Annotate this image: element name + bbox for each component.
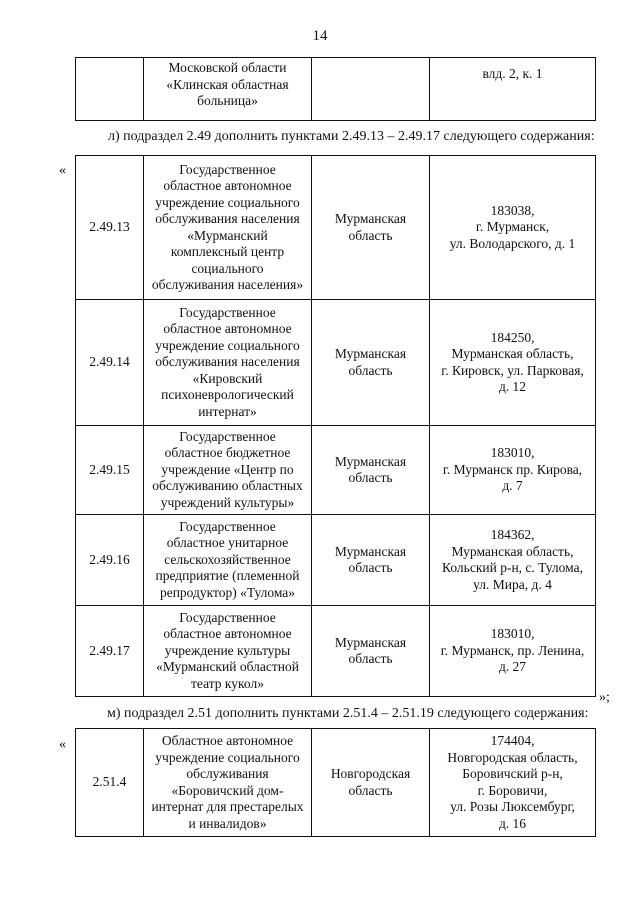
address-line: ул. Розы Люксембург, [450, 799, 575, 814]
paragraph-m: м) подраздел 2.51 дополнить пунктами 2.51.4 – 2.51.19 следующего содержания: [107, 706, 589, 721]
name-line: предприятие (племенной [155, 568, 300, 584]
name-line: обслуживания населения» [151, 277, 304, 292]
region-cell [312, 606, 430, 697]
address-line: г. Мурманск, пр. Ленина, [440, 642, 585, 658]
name-line: и инвалидов» [188, 815, 267, 831]
address-line: 174404, [490, 733, 535, 748]
name-line: больница» [197, 93, 258, 108]
name-line: «Кировский [192, 370, 263, 386]
address-line: ул. Володарского, д. 1 [449, 235, 576, 251]
address-line: г. Боровичи, [477, 782, 548, 798]
number-cell: 2.49.17 [76, 606, 144, 697]
name-line: Государственное [179, 518, 276, 534]
address-line: д. 27 [498, 659, 527, 675]
name-line: «Клинская областная [166, 76, 289, 92]
name-line: репродуктор) «Тулома» [159, 584, 296, 600]
name-line: областное унитарное [166, 535, 289, 551]
region-line: Новгородская [330, 766, 411, 781]
name-line: обслуживания [186, 766, 269, 781]
region-cell [312, 156, 430, 300]
name-line: обслуживания населения [155, 211, 300, 226]
address-cell [430, 515, 596, 606]
address-cell [430, 300, 596, 426]
name-line: Областное автономное [161, 733, 294, 748]
number-cell: 2.49.13 [76, 156, 144, 300]
name-line: Государственное [179, 428, 276, 444]
address-line: Мурманская область, [451, 346, 574, 361]
address-line: д. 12 [498, 379, 527, 394]
table-row [76, 300, 596, 426]
name-line: Государственное [179, 161, 276, 177]
name-line: учреждение социального [155, 749, 300, 765]
name-cell [144, 729, 312, 837]
region-line: область [348, 362, 393, 378]
name-cell [144, 426, 312, 515]
address-line: г. Мурманск пр. Кирова, [442, 461, 583, 477]
address-cell [430, 58, 596, 121]
region-line: Мурманская [334, 634, 407, 650]
table-row [76, 58, 596, 121]
address-line: д. 16 [498, 815, 527, 831]
region-line: Мурманская [334, 453, 407, 469]
address-line: ул. Мира, д. 4 [473, 576, 552, 592]
address-line: 183010, [490, 445, 535, 461]
region-line: Мурманская [334, 346, 407, 361]
address-line: г. Кировск, ул. Парковая, [441, 362, 584, 378]
address-line: 184250, [490, 329, 535, 345]
name-line: Государственное [179, 304, 276, 320]
name-line: «Боровичский дом- [171, 782, 284, 798]
table-row [76, 156, 596, 300]
name-line: социального [191, 260, 264, 276]
name-cell [144, 300, 312, 426]
number-cell: 2.51.4 [76, 729, 144, 837]
number-cell: 2.49.16 [76, 515, 144, 606]
name-line: «Мурманский [187, 227, 268, 243]
address-line: Кольский р-н, с. Тулома, [442, 560, 583, 575]
name-line: интернат» [198, 403, 257, 419]
number-cell [76, 58, 144, 121]
region-cell [312, 515, 430, 606]
address-line: Мурманская область, [451, 543, 574, 559]
address-line: д. 7 [502, 478, 523, 494]
address-cell [430, 606, 596, 697]
region-cell [312, 729, 430, 837]
name-cell [144, 58, 312, 121]
name-line: сельскохозяйственное [164, 551, 291, 567]
region-line: область [348, 227, 393, 243]
name-cell [144, 515, 312, 606]
table-row [76, 515, 596, 606]
address-line: влд. 2, к. 1 [482, 66, 543, 81]
paragraph-l: л) подраздел 2.49 дополнить пунктами 2.49.13 – 2.49.17 следующего содержания: [108, 129, 595, 144]
address-line: Новгородская область, [447, 749, 578, 765]
name-line: учреждений культуры» [160, 494, 295, 510]
address-cell [430, 426, 596, 515]
address-line: 183010, [490, 626, 535, 642]
name-line: театр кукол» [191, 675, 264, 691]
section-2-51-table [75, 728, 596, 837]
region-line: область [348, 651, 393, 666]
table-row [76, 426, 596, 515]
open-quote: « [59, 163, 66, 178]
name-line: Московской области [168, 60, 287, 75]
name-line: комплексный центр [170, 244, 285, 259]
region-cell [312, 426, 430, 515]
number-cell: 2.49.14 [76, 300, 144, 426]
name-line: областное автономное [163, 626, 292, 642]
top-table [75, 57, 596, 121]
address-cell [430, 729, 596, 837]
name-line: психоневрологический [161, 387, 294, 403]
name-line: областное автономное [163, 321, 292, 337]
close-quote: »; [599, 690, 610, 705]
name-line: учреждение социального [155, 194, 300, 210]
name-line: учреждение культуры [164, 642, 291, 658]
address-line: г. Мурманск, [475, 219, 550, 235]
region-line: Мурманская [334, 211, 407, 226]
page-number: 14 [312, 28, 328, 44]
name-cell [144, 156, 312, 300]
region-line: область [348, 560, 393, 575]
name-line: областное автономное [163, 178, 292, 193]
name-line: обслуживанию областных [152, 478, 303, 494]
name-cell [144, 606, 312, 697]
region-line: Мурманская [334, 543, 407, 559]
name-line: учреждение социального [155, 337, 300, 353]
address-line: 183038, [490, 202, 535, 218]
region-cell [312, 300, 430, 426]
name-line: интернат для престарелых [151, 799, 304, 814]
name-line: Государственное [179, 609, 276, 625]
section-2-49-table [75, 155, 596, 697]
name-line: областное бюджетное [164, 445, 291, 461]
table-row [76, 729, 596, 837]
region-line: область [348, 782, 393, 798]
name-line: обслуживания населения [155, 354, 300, 370]
address-line: Боровичский р-н, [462, 766, 563, 781]
open-quote: « [59, 737, 66, 752]
number-cell: 2.49.15 [76, 426, 144, 515]
table-row [76, 606, 596, 697]
address-cell [430, 156, 596, 300]
region-line: область [348, 470, 393, 485]
name-line: «Мурманский областной [156, 659, 299, 675]
region-cell [312, 58, 430, 121]
name-line: учреждение «Центр по [161, 461, 294, 477]
address-line: 184362, [490, 527, 535, 542]
